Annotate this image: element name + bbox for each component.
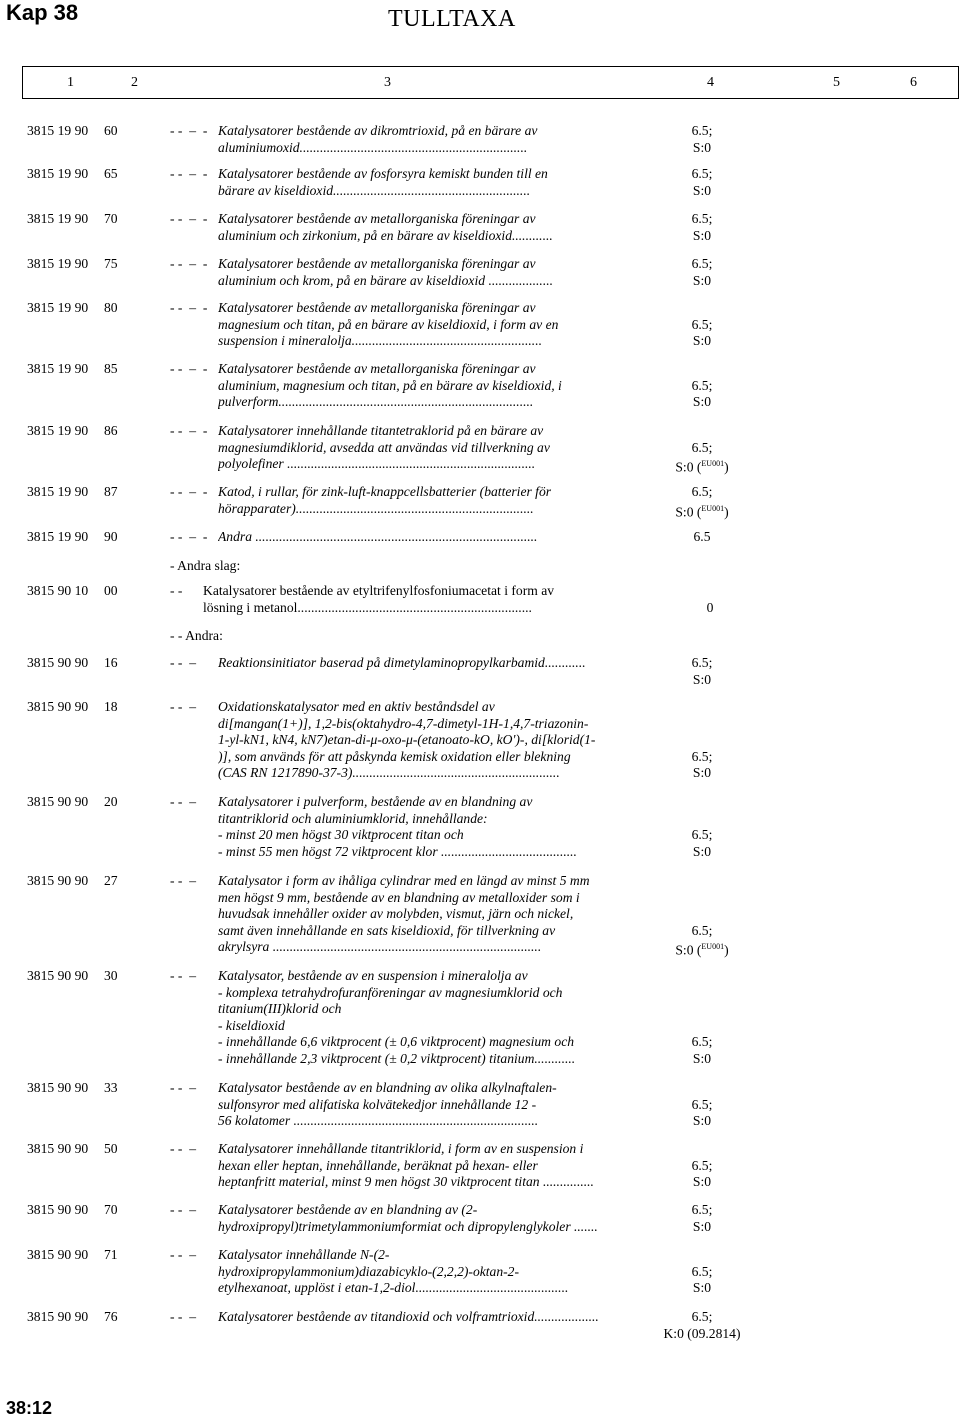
subheading-code: 00 bbox=[104, 583, 118, 598]
subheading-code: 50 bbox=[104, 1141, 118, 1156]
commodity-code: 3815 90 90 bbox=[27, 1247, 89, 1262]
duty-rate bbox=[662, 827, 742, 860]
commodity-code: 3815 19 90 bbox=[27, 256, 89, 271]
description-line: Katalysator bestående av en blandning av olika alkylnaftalen- bbox=[218, 1080, 557, 1095]
commodity-code: 3815 90 90 bbox=[27, 794, 89, 809]
duty-line: S:0 bbox=[692, 765, 712, 780]
duty-line: 6.5; bbox=[691, 1309, 713, 1324]
duty-rate bbox=[662, 1264, 742, 1297]
indent-dashes: - - – bbox=[170, 1141, 197, 1156]
description-line: Katalysatorer innehållande titantetraklorid på en bärare av bbox=[218, 423, 544, 438]
duty-line: 6.5; bbox=[691, 1263, 713, 1279]
description-line: aluminiumoxid................................................................... bbox=[218, 139, 528, 155]
description-line: di[mangan(1+)], 1,2-bis(oktahydro-4,7-dimetyl-1H-1,4,7-triazonin- bbox=[218, 715, 589, 731]
description-line: magnesium och titan, på en bärare av kiseldioxid, i form av en bbox=[218, 316, 559, 332]
duty-line: S:0 bbox=[692, 394, 712, 409]
indent-dashes: - - – - bbox=[170, 361, 208, 376]
commodity-code: 3815 90 90 bbox=[27, 1202, 89, 1217]
indent-dashes: - - – bbox=[170, 1247, 197, 1262]
duty-line: 6.5; bbox=[691, 922, 713, 938]
description-line: sulfonsyror med alifatiska kolvätekedjor innehållande 12 - bbox=[218, 1096, 537, 1112]
description bbox=[218, 1202, 618, 1235]
description bbox=[218, 361, 618, 411]
description-line: Katalysatorer bestående av titandioxid och volframtrioxid................... bbox=[218, 1309, 599, 1324]
indent-dashes: - - – bbox=[170, 794, 197, 809]
description-line: hörapparater)...................................................................... bbox=[218, 500, 534, 516]
description-line: samt även innehållande en sats kiseldioxid, för tillverkning av bbox=[218, 922, 556, 938]
duty-line: 6.5; bbox=[691, 123, 713, 138]
duty-line: 6.5; bbox=[691, 1096, 713, 1112]
description bbox=[218, 211, 618, 244]
description-line: 1-yl-kN1, kN4, kN7)etan-di-μ-oxo-μ-(etanoato-kO, kO')-, di[klorid(1- bbox=[218, 732, 596, 747]
duty-rate bbox=[662, 211, 742, 244]
duty-rate bbox=[662, 1202, 742, 1235]
duty-line: S:0 bbox=[692, 1050, 712, 1066]
description bbox=[218, 873, 618, 956]
subheading-code: 20 bbox=[104, 794, 118, 809]
duty-line: 6.5; bbox=[691, 748, 713, 764]
description-line: Katalysatorer bestående av en blandning av (2- bbox=[218, 1202, 478, 1217]
duty-rate bbox=[662, 317, 742, 350]
description-line: men högst 9 mm, bestående av en blandning av metalloxider som i bbox=[218, 889, 580, 905]
subheading-code: 30 bbox=[104, 968, 118, 983]
duty-line: S:0 bbox=[692, 227, 712, 243]
column-header-1: 1 bbox=[67, 75, 74, 90]
description bbox=[218, 1141, 618, 1191]
commodity-code: 3815 19 90 bbox=[27, 211, 89, 226]
duty-rate bbox=[662, 749, 742, 782]
indent-dashes: - - – bbox=[170, 1202, 197, 1217]
description-line: bärare av kiseldioxid.......................................................... bbox=[218, 182, 531, 198]
description bbox=[218, 423, 618, 473]
duty-rate bbox=[662, 378, 742, 411]
description-line: Katalysatorer bestående av metallorganiska föreningar av bbox=[218, 256, 536, 271]
indent-dashes: - - – bbox=[170, 1080, 197, 1095]
duty-rate bbox=[662, 1097, 742, 1130]
column-header-5: 5 bbox=[833, 75, 840, 90]
duty-rate bbox=[662, 923, 742, 960]
indent-dashes: - - bbox=[170, 583, 183, 598]
duty-rate bbox=[662, 1309, 742, 1342]
description bbox=[218, 1309, 618, 1326]
commodity-code: 3815 19 90 bbox=[27, 300, 89, 315]
duty-line: S:0 bbox=[692, 272, 712, 288]
description-line: magnesiumdiklorid, avsedda att användas vid tillverkning av bbox=[218, 439, 550, 455]
description-line: Katalysatorer bestående av metallorganiska föreningar av bbox=[218, 211, 536, 226]
duty-line: 6.5; bbox=[691, 1202, 713, 1217]
subheading-code: 85 bbox=[104, 361, 118, 376]
description-line: - innehållande 6,6 viktprocent (± 0,6 viktprocent) magnesium och bbox=[218, 1034, 575, 1049]
duty-line: 6.5; bbox=[691, 377, 713, 393]
duty-rate bbox=[662, 1034, 742, 1067]
subheading-code: 87 bbox=[104, 484, 118, 499]
subheading-code: 75 bbox=[104, 256, 118, 271]
chapter-label: Kap 38 bbox=[6, 0, 79, 25]
indent-dashes: - - – - bbox=[170, 256, 208, 271]
description bbox=[218, 699, 618, 782]
subheading-code: 16 bbox=[104, 655, 118, 670]
description-line: (CAS RN 1217890-37-3)............................................................. bbox=[218, 765, 560, 780]
indent-dashes: - - – - bbox=[170, 123, 208, 138]
subheading-code: 60 bbox=[104, 123, 118, 138]
description-line: Katalysatorer i pulverform, bestående av en blandning av bbox=[218, 794, 533, 809]
duty-rate bbox=[670, 600, 750, 617]
duty-line: 6.5; bbox=[691, 484, 713, 499]
duty-line: 6.5; bbox=[691, 211, 713, 226]
subheading-code: 18 bbox=[104, 699, 118, 714]
description-line: Oxidationskatalysator med en aktiv beståndsdel av bbox=[218, 699, 495, 714]
subheading-code: 80 bbox=[104, 300, 118, 315]
indent-dashes: - - – - bbox=[170, 300, 208, 315]
column-header-4: 4 bbox=[707, 75, 714, 90]
description-line: aluminium och krom, på en bärare av kiseldioxid ................... bbox=[218, 272, 554, 288]
description-line: - innehållande 2,3 viktprocent (± 0,2 viktprocent) titanium............ bbox=[218, 1050, 576, 1066]
subheading-code: 70 bbox=[104, 211, 118, 226]
indent-dashes: - - – bbox=[170, 1309, 197, 1324]
duty-line: 6.5; bbox=[691, 316, 713, 332]
description-line: Katalysatorer bestående av fosforsyra kemiskt bunden till en bbox=[218, 166, 548, 181]
description bbox=[218, 794, 618, 860]
duty-line: S:0 bbox=[692, 1218, 712, 1234]
description-line: polyolefiner ......................................................................... bbox=[218, 456, 536, 471]
duty-line: 6.5; bbox=[691, 256, 713, 271]
description-line: - kiseldioxid bbox=[218, 1017, 285, 1033]
description-line: Katalysatorer bestående av metallorganiska föreningar av bbox=[218, 300, 536, 315]
duty-rate bbox=[662, 256, 742, 289]
description-line: Katalysator i form av ihåliga cylindrar med en längd av minst 5 mm bbox=[218, 873, 590, 888]
indent-dashes: - - – bbox=[170, 873, 197, 888]
description bbox=[218, 1247, 618, 1297]
indent-dashes: - - – - bbox=[170, 166, 208, 181]
commodity-code: 3815 19 90 bbox=[27, 529, 89, 544]
description bbox=[218, 166, 618, 199]
heading-andra: - - Andra: bbox=[170, 628, 223, 643]
duty-line: S:0 ($^{EU001}$) bbox=[675, 459, 729, 475]
description-line: hexan eller heptan, innehållande, beräknat på hexan- eller bbox=[218, 1157, 538, 1173]
duty-line: K:0 (09.2814) bbox=[663, 1325, 741, 1341]
duty-line: 6.5; bbox=[691, 827, 713, 842]
duty-line: 6.5; bbox=[691, 166, 713, 181]
description-line: heptanfritt material, minst 9 men högst 30 viktprocent titan ............... bbox=[218, 1174, 594, 1189]
description-line: Andra ................................................................................... bbox=[218, 529, 538, 544]
duty-rate bbox=[662, 484, 742, 521]
duty-line: S:0 ($^{EU001}$) bbox=[675, 942, 729, 958]
column-header-3: 3 bbox=[384, 75, 391, 90]
commodity-code: 3815 90 90 bbox=[27, 968, 89, 983]
page-number: 38:12 bbox=[6, 1398, 53, 1418]
heading-andra-slag: - Andra slag: bbox=[170, 558, 241, 573]
duty-line: 6.5 bbox=[693, 529, 711, 544]
indent-dashes: - - – bbox=[170, 655, 197, 670]
description bbox=[218, 968, 618, 1067]
indent-dashes: - - – - bbox=[170, 211, 208, 226]
duty-line: S:0 bbox=[692, 139, 712, 155]
duty-line: S:0 bbox=[692, 1174, 712, 1189]
description bbox=[218, 256, 618, 289]
description-line: titanium(III)klorid och bbox=[218, 1001, 342, 1016]
description bbox=[218, 484, 618, 517]
subheading-code: 86 bbox=[104, 423, 118, 438]
commodity-code: 3815 90 90 bbox=[27, 1080, 89, 1095]
subheading-code: 70 bbox=[104, 1202, 118, 1217]
indent-dashes: - - – bbox=[170, 968, 197, 983]
duty-rate bbox=[662, 123, 742, 156]
description-line: 56 kolatomer ........................................................................ bbox=[218, 1113, 539, 1128]
description bbox=[218, 1080, 618, 1130]
duty-line: S:0 bbox=[692, 843, 712, 859]
description-line: titantriklorid och aluminiumklorid, innehållande: bbox=[218, 810, 488, 826]
duty-line: 0 bbox=[706, 599, 714, 615]
column-header-row bbox=[22, 66, 959, 99]
duty-rate bbox=[662, 529, 742, 546]
description-line: Katalysatorer innehållande titantriklorid, i form av en suspension i bbox=[218, 1141, 584, 1156]
commodity-code: 3815 90 90 bbox=[27, 655, 89, 670]
indent-dashes: - - – - bbox=[170, 484, 208, 499]
commodity-code: 3815 90 10 bbox=[27, 583, 89, 598]
duty-rate bbox=[662, 655, 742, 688]
description-line: etylhexanoat, upplöst i etan-1,2-diol............................................. bbox=[218, 1280, 569, 1295]
commodity-code: 3815 19 90 bbox=[27, 361, 89, 376]
duty-line: S:0 bbox=[692, 333, 712, 348]
duty-line: S:0 bbox=[692, 671, 712, 687]
commodity-code: 3815 19 90 bbox=[27, 484, 89, 499]
description-line: - minst 20 men högst 30 viktprocent titan och bbox=[218, 827, 464, 842]
subheading-code: 33 bbox=[104, 1080, 118, 1095]
description-line: hydroxipropylammonium)diazabicyklo-(2,2,2)-oktan-2- bbox=[218, 1263, 520, 1279]
duty-line: S:0 bbox=[692, 1113, 712, 1128]
indent-dashes: - - – - bbox=[170, 423, 208, 438]
description-line: - komplexa tetrahydrofuranföreningar av magnesiumklorid och bbox=[218, 984, 563, 1000]
duty-line: S:0 bbox=[692, 1280, 712, 1295]
description bbox=[218, 123, 618, 156]
page-title: TULLTAXA bbox=[388, 6, 516, 32]
description-line: Katalysatorer bestående av metallorganiska föreningar av bbox=[218, 361, 536, 376]
duty-rate bbox=[662, 166, 742, 199]
description-line: hydroxipropyl)trimetylammoniumformiat och dipropylenglykoler ....... bbox=[218, 1218, 598, 1234]
subheading-code: 27 bbox=[104, 873, 118, 888]
description-line: Reaktionsinitiator baserad på dimetylaminopropylkarbamid............ bbox=[218, 655, 586, 670]
commodity-code: 3815 19 90 bbox=[27, 166, 89, 181]
commodity-code: 3815 90 90 bbox=[27, 873, 89, 888]
description-line: Katalysator innehållande N-(2- bbox=[218, 1247, 390, 1262]
commodity-code: 3815 19 90 bbox=[27, 123, 89, 138]
commodity-code: 3815 90 90 bbox=[27, 699, 89, 714]
duty-line: 6.5; bbox=[691, 1157, 713, 1173]
description-line: )], som används för att påskynda kemisk oxidation eller blekning bbox=[218, 748, 571, 764]
column-header-6: 6 bbox=[910, 75, 917, 90]
subheading-code: 71 bbox=[104, 1247, 118, 1262]
description-line: Katalysator, bestående av en suspension i mineralolja av bbox=[218, 968, 528, 983]
indent-dashes: - - – - bbox=[170, 529, 208, 544]
duty-line: S:0 ($^{EU001}$) bbox=[675, 503, 729, 520]
description-line: huvudsak innehåller oxider av molybden, vismut, järn och nickel, bbox=[218, 906, 574, 921]
subheading-code: 90 bbox=[104, 529, 118, 544]
column-header-2: 2 bbox=[131, 75, 138, 90]
description bbox=[218, 529, 618, 546]
commodity-code: 3815 90 90 bbox=[27, 1141, 89, 1156]
description bbox=[218, 655, 618, 672]
duty-line: 6.5; bbox=[691, 439, 713, 455]
duty-rate bbox=[662, 440, 742, 477]
duty-line: 6.5; bbox=[691, 655, 713, 670]
description-line: lösning i metanol..................................................................... bbox=[203, 599, 532, 615]
description-line: aluminium och zirkonium, på en bärare av kiseldioxid............ bbox=[218, 227, 553, 243]
commodity-code: 3815 90 90 bbox=[27, 1309, 89, 1324]
subheading-code: 76 bbox=[104, 1309, 118, 1324]
description-line: Katalysatorer bestående av dikromtrioxid, på en bärare av bbox=[218, 123, 538, 138]
description-line: Katod, i rullar, för zink-luft-knappcellsbatterier (batterier för bbox=[218, 484, 552, 499]
duty-line: 6.5; bbox=[691, 1034, 713, 1049]
description-line: pulverform........................................................................... bbox=[218, 394, 534, 409]
duty-rate bbox=[662, 1158, 742, 1191]
description-line: - minst 55 men högst 72 viktprocent klor ........................................ bbox=[218, 843, 577, 859]
description-line: akrylsyra ............................................................................... bbox=[218, 939, 542, 954]
indent-dashes: - - – bbox=[170, 699, 197, 714]
description bbox=[203, 583, 603, 616]
description-line: Katalysatorer bestående av etyltrifenylfosfoniumacetat i form av bbox=[203, 583, 555, 598]
description bbox=[218, 300, 618, 350]
duty-line: S:0 bbox=[692, 182, 712, 198]
subheading-code: 65 bbox=[104, 166, 118, 181]
description-line: suspension i mineralolja........................................................ bbox=[218, 333, 542, 348]
commodity-code: 3815 19 90 bbox=[27, 423, 89, 438]
description-line: aluminium, magnesium och titan, på en bärare av kiseldioxid, i bbox=[218, 377, 562, 393]
